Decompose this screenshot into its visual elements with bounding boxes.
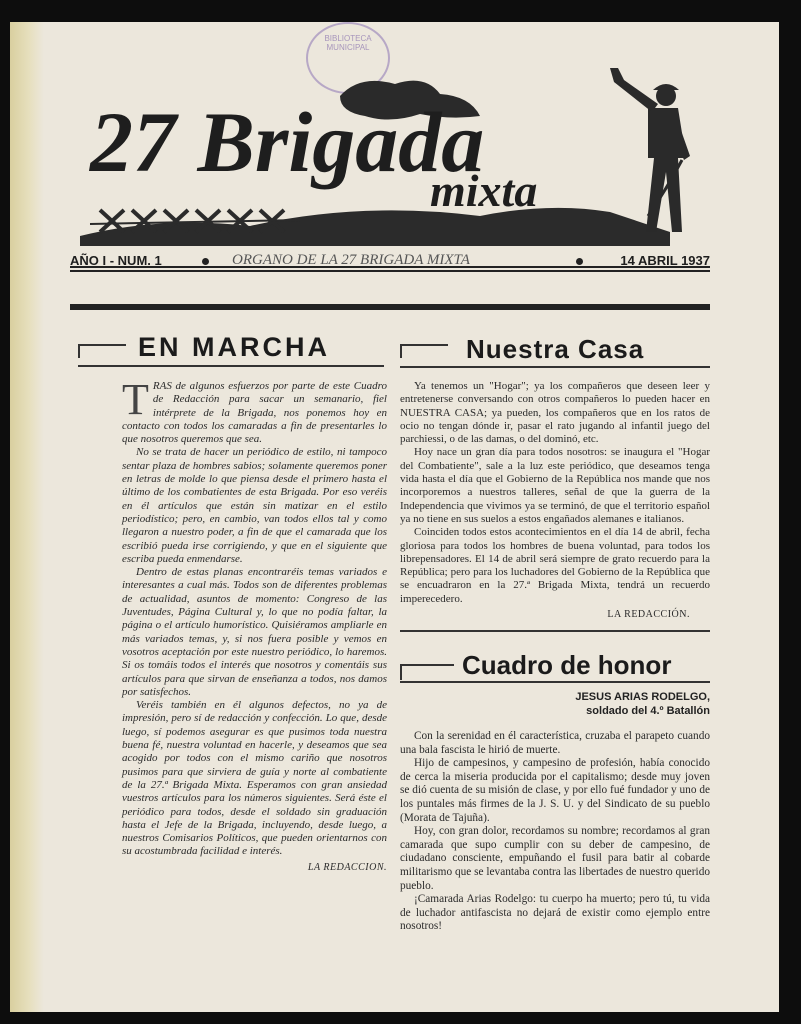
separator-dot xyxy=(202,258,209,265)
honor-rank: soldado del 4.º Batallón xyxy=(586,705,710,717)
masthead-subtitle: mixta xyxy=(430,165,538,216)
heading-en-marcha: EN MARCHA xyxy=(138,332,330,362)
paragraph: ¡Camarada Arias Rodelgo: tu cuerpo ha muerto; pero tú, tu vida de luchador antifascista no dejará de existir como ejemplo entre nosotros! xyxy=(400,893,710,933)
heading-bracket xyxy=(400,664,454,680)
soldier-icon xyxy=(610,68,690,232)
heading-cuadro-honor: Cuadro de honor xyxy=(462,650,672,680)
paper-edge xyxy=(10,22,44,1012)
paragraph: No se trata de hacer un periódico de estilo, ni tampoco sentar plaza de hombres sabios; solamente queremos poner en letras de molde lo que piensa desde el primero hasta el último de los combatientes de esta Brigada. Por eso veréis en él artículos que están sin matizar en el estilo periodístico; pero, en cambio, van todos ellos tal y como llegaron a nuestro poder, a fin de que el camarada que los escribió pueda irse corrigiendo, y que en el siguiente que escriba pueda enmendarse. xyxy=(122,446,387,565)
paragraph: Ya tenemos un "Hogar"; ya los compañeros que deseen leer y entretenerse conversando con otros compañeros lo pueden hacer en NUESTRA CASA; ya pueden, los compañeros que en los ratos de ocio no tengan dónde ir, pasar el rato jugando al infantil juego del parchiessi, o de las damas, o del dominó, etc. xyxy=(400,380,710,446)
honor-name: JESUS ARIAS RODELGO, xyxy=(575,691,710,703)
honor-byline xyxy=(530,690,710,718)
paragraph: Con la serenidad en él característica, cruzaba el parapeto cuando una bala fascista le hirió de muerte. xyxy=(400,730,710,756)
issue-rule xyxy=(70,304,710,310)
signature: LA REDACCION. xyxy=(307,861,387,873)
paragraph: Hoy nace un gran día para todos nosotros: se inaugura el "Hogar del Combatiente", sale a la luz este periódico, que deseamos tenga vida hasta el día que el Gobierno de la República nos mande que nos incorporemos a nuestros talleres, señal de que la guerra de la Independencia que vivimos ya se terminó, de que el territorio español ya no tiene en sus suelos a estos engañados alemanes e italianos. xyxy=(400,446,710,525)
separator-dot xyxy=(576,258,583,265)
heading-underline xyxy=(400,681,710,683)
issue-organ: ORGANO DE LA 27 BRIGADA MIXTA xyxy=(232,252,470,268)
heading-underline xyxy=(400,366,710,368)
article-en-marcha: TRAS de algunos esfuerzos por parte de este Cuadro de Redacción para sacar un semanario, fiel intérprete de la Brigada, nos ponemos hoy en contacto con todos los camaradas a fin de presentarles lo que nosotros queremos que sea. No se trata de hacer un periódico de estilo, ni tampoco sentar plaza de hombres sabios; solamente queremos poner en letras de molde lo que piensa desde el primero hasta el último de los combatientes de esta Brigada. Por eso veréis en él artículos que están sin matizar en el estilo periodístico; pero, en cambio, van todos ellos tal y como llegaron a nuestro poder, a fin de que el camarada que los escribió pueda irse corrigiendo, y que en el siguiente que escriba pueda enmendarse. Dentro de estas planas encontraréis temas variados e interesantes a cual más. Todos son de diferentes problemas de actualidad, asuntos de momento: Congreso de las Juventudes, Página Cultural y, lo que no podía faltar, la página o el artículo humorístico. Quisiéramos ampliarle en más variados temas, y, si nos fuera posible y vemos en vosotros aceptación por este nuestro periódico, lo haremos. Si os tomáis todos el interés que nosotros y comentáis sus artículos para que sirvan de enseñanza a todos, nos damos por satisfechos. Veréis también en él algunos defectos, no ya de impresión, pero sí de redacción y confección. Lo que, desde luego, sí podemos asegurar es que pusimos toda nuestra buena fé, nuestra voluntad en hacerle, y deseamos que sea acogido por todos con el mismo cariño que nosotros pusimos para que sirviera de guía y norte al combatiente de la 27.ª Brigada Mixta. Esperamos con gran ansiedad vuestros artículos para los números siguientes. Será éste el periódico para todos, desde el soldado sin graduación hasta el Jefe de la Brigada, incluyendo, desde luego, a nuestros Comisarios Políticos, que pueden orientarnos con su acostumbrada facilidad e interés. LA REDACCION. xyxy=(122,375,387,873)
paragraph: Hijo de campesinos, y campesino de profesión, había conocido de cerca la miseria producida por el capitalismo; desde muy joven se dió cuenta de su misión de clase, y por ello fué fundador y uno de los puntales más firmes de la J. S. U. y del Sindicato de su pueblo (Morata de Tajuña). xyxy=(400,757,710,824)
masthead-rule-top-2 xyxy=(70,270,710,272)
section-divider xyxy=(400,630,710,632)
masthead-title: 27 Brigada xyxy=(90,94,485,190)
signature: LA REDACCIÓN. xyxy=(607,609,690,621)
masthead xyxy=(70,56,710,266)
heading-underline xyxy=(78,365,384,367)
issue-number: AÑO I - NUM. 1 xyxy=(70,253,162,268)
heading-bracket xyxy=(78,344,126,358)
paragraph: Coinciden todos estos acontecimientos en el día 14 de abril, fecha gloriosa para todos los hombres de buena voluntad, para todos los librepensadores. El 14 de abril será siempre de grato recuerdo para la República; pero para los luchadores del Gobierno de la República que se encuadraron en la 27.ª Brigada Mixta, tendrá un recuerdo imperecedero. xyxy=(400,526,710,605)
paragraph: Dentro de estas planas encontraréis temas variados e interesantes a cual más. Todos son de diferentes problemas de actualidad, asuntos de momento: Congreso de las Juventudes, Página Cultural y, lo que no podía faltar, la página o el artículo humorístico. Quisiéramos ampliarle en más variados temas, y, si nos fuera posible y vemos en vosotros aceptación por este nuestro periódico, lo haremos. Si os tomáis todos el interés que nosotros y comentáis sus artículos para que sirvan de enseñanza a todos, nos damos por satisfechos. xyxy=(122,566,387,698)
heading-bracket xyxy=(400,344,448,358)
heading-nuestra-casa: Nuestra Casa xyxy=(466,334,645,364)
issue-date: 14 ABRIL 1937 xyxy=(620,253,710,268)
library-stamp: BIBLIOTECA MUNICIPAL xyxy=(306,22,390,94)
paragraph: Hoy, con gran dolor, recordamos su nombre; recordamos al gran camarada que supo cumplir con su deber de campesino, de ciudadano consciente, empuñando el fusil para batir al cobarde militarismo que se levantaba contra las libertades de nuestro querido pueblo. xyxy=(400,825,710,892)
article-cuadro-honor xyxy=(400,730,710,934)
drop-cap: T xyxy=(122,375,149,424)
article-nuestra-casa xyxy=(400,380,710,621)
paragraph: Veréis también en él algunos defectos, no ya de impresión, pero sí de redacción y confección. Lo que, desde luego, sí podemos asegurar es que pusimos toda nuestra buena fé, nuestra voluntad en hacerle, y deseamos que sea acogido por todos con el mismo cariño que nosotros pusimos para que sirviera de guía y norte al combatiente de la 27.ª Brigada Mixta. Esperamos con gran ansiedad vuestros artículos para los números siguientes. Será éste el periódico para todos, desde el soldado sin graduación hasta el Jefe de la Brigada, incluyendo, desde luego, a nuestros Comisarios Políticos, que pueden orientarnos con su acostumbrada facilidad e interés. xyxy=(122,699,387,858)
masthead-logo xyxy=(70,56,710,266)
